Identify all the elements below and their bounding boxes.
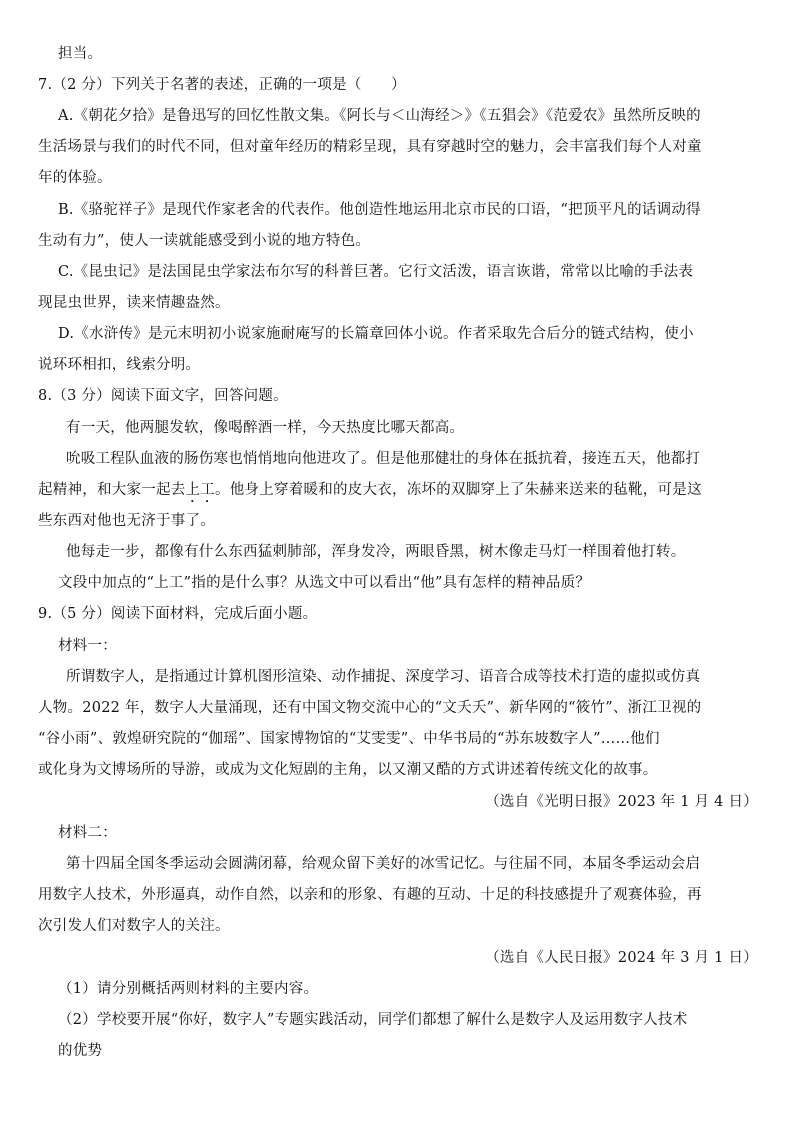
- question-7-option-b-line-2: 生动有力”，使人一读就能感受到小说的地方特色。: [38, 233, 371, 249]
- material-1-text-line-3: “谷小雨”、敦煌研究院的“伽瑶”、国家博物馆的“艾雯雯”、中华书局的“苏东坡数字人”……他们: [38, 731, 660, 747]
- question-9-subquestion-2: （2）学校要开展“你好，数字人”专题实践活动，同学们都想了解什么是数字人及运用数字人技术: [58, 1012, 688, 1028]
- material-1-source: （选自《光明日报》2023 年 1 月 4 日）: [485, 794, 758, 810]
- question-9-subquestion-2-line-2: 的优势: [58, 1043, 103, 1059]
- question-8-passage-p2: 吮吸工程队血液的肠伤寒也悄悄地向他进攻了。但是他那健壮的身体在抵抗着，接连五天，他都打: [66, 451, 701, 467]
- passage-text: 起精神，和大家一起去: [38, 482, 186, 498]
- material-1-heading: 材料一：: [58, 638, 117, 654]
- question-7-option-a-line-3: 年的体验。: [38, 170, 112, 186]
- question-7-option-c-line-2: 现昆虫世界，读来情趣盎然。: [38, 295, 230, 311]
- material-1-text-line-2: 人物。2022 年，数字人大量涌现，还有中国文物交流中心的“文夭夭”、新华网的“筱竹”、浙江卫视的: [38, 700, 702, 716]
- emphasized-word: 上工: [185, 482, 215, 498]
- material-2-source: （选自《人民日报》2024 年 3 月 1 日）: [485, 950, 758, 966]
- question-7-option-c: C.《昆虫记》是法国昆虫学家法布尔写的科普巨著。它行文活泼，语言诙谐，常常以比喻的手法表: [58, 264, 694, 280]
- material-1-text-line-4: 或化身为文博场所的导游，或成为文化短剧的主角，以又潮又酷的方式讲述着传统文化的故事。: [38, 762, 658, 778]
- question-8-passage-p2-line-2: [38, 480, 758, 500]
- passage-text: 。他身上穿着暖和的皮大衣，冻坏的双脚穿上了朱赫来送来的毡靴，可是这: [215, 482, 702, 498]
- question-8-passage-p1: 有一天，他两腿发软，像喝醉酒一样，今天热度比哪天都高。: [66, 420, 465, 436]
- material-2-text-line-3: 次引发人们对数字人的关注。: [38, 918, 230, 934]
- text-line-carryover: 担当。: [58, 46, 103, 62]
- question-8-prompt: 文段中加点的“上工”指的是什么事？从选文中可以看出“他”具有怎样的精神品质？: [58, 575, 591, 591]
- question-7-option-a-line-2: 生活场景与我们的时代不同，但对童年经历的精彩呈现，具有穿越时空的魅力，会丰富我们每个人对童: [38, 139, 702, 155]
- question-8-passage-p2-line-3: 些东西对他也无济于事了。: [38, 513, 215, 529]
- question-8-passage-p3: 他每走一步，都像有什么东西猛刺肺部，浑身发冷，两眼昏黑，树木像走马灯一样围着他打转。: [66, 544, 686, 560]
- question-7-stem: 7.（2 分）下列关于名著的表述，正确的一项是（ ）: [38, 77, 406, 93]
- question-9-subquestion-1: （1）请分别概括两则材料的主要内容。: [58, 981, 319, 997]
- material-1-text: 所谓数字人，是指通过计算机图形渲染、动作捕捉、深度学习、语音合成等技术打造的虚拟或仿真: [66, 669, 701, 685]
- question-7-option-d-line-2: 说环环相扣，线索分明。: [38, 357, 201, 373]
- question-7-option-d: D.《水浒传》是元末明初小说家施耐庵写的长篇章回体小说。作者采取先合后分的链式结构，使小: [58, 326, 694, 342]
- material-2-heading: 材料二：: [58, 825, 117, 841]
- question-8-stem: 8.（3 分）阅读下面文字，回答问题。: [38, 388, 288, 404]
- question-7-option-a: A.《朝花夕拾》是鲁迅写的回忆性散文集。《阿长与＜山海经＞》《五猖会》《范爱农》虽然所反映的: [58, 108, 701, 124]
- question-9-stem: 9.（5 分）阅读下面材料，完成后面小题。: [38, 606, 318, 622]
- material-2-text-line-2: 用数字人技术，外形逼真，动作自然，以亲和的形象、有趣的互动、十足的科技感提升了观赛体验，再: [38, 887, 702, 903]
- material-2-text: 第十四届全国冬季运动会圆满闭幕，给观众留下美好的冰雪记忆。与往届不同，本届冬季运动会启: [66, 856, 701, 872]
- question-7-option-b: B.《骆驼祥子》是现代作家老舍的代表作。他创造性地运用北京市民的口语，“把顶平凡的话调动得: [58, 202, 701, 218]
